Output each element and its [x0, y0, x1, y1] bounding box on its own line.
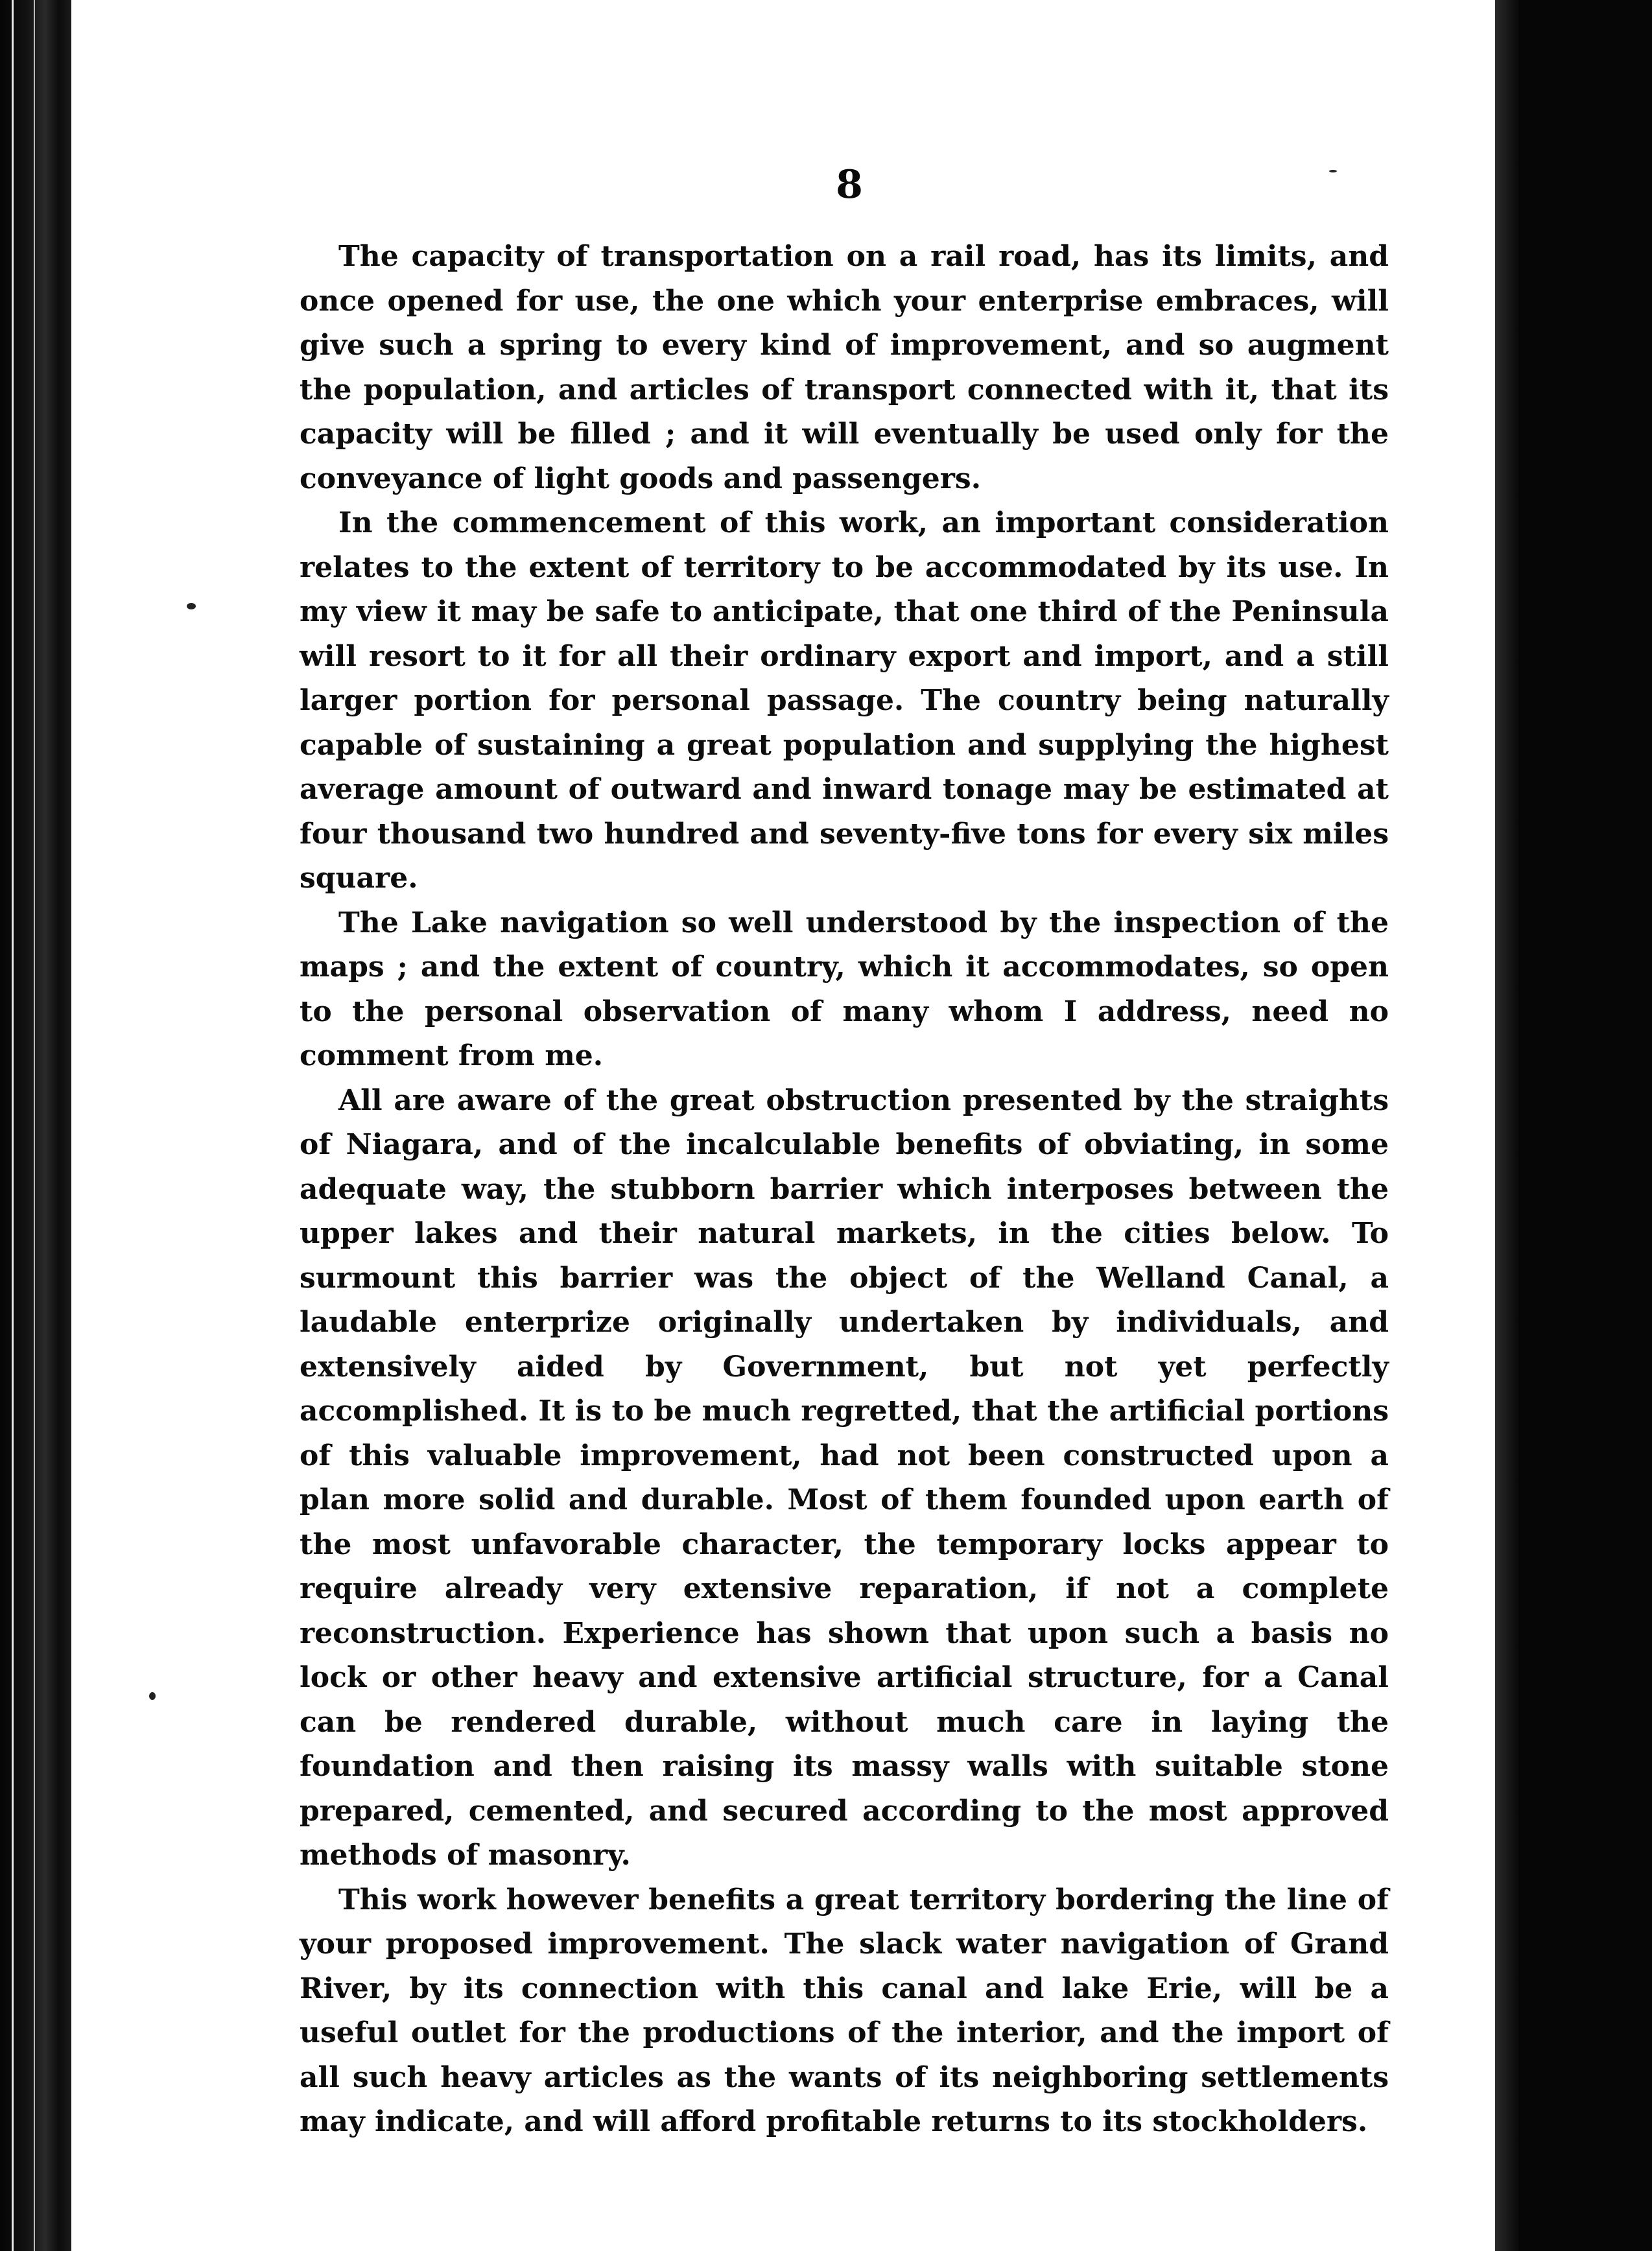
ink-speck [149, 1692, 156, 1700]
paragraph: The capacity of transportation on a rail road, has its limits, and once opened for use, the one which your enterprise embraces, will give such a spring to every kind of improvement, and so augment the population, and articles of transport connected with it, that its capacity will be filled ; and it will eventually be used only for the conveyance of light goods and passengers. [300, 240, 1389, 495]
body-text [300, 235, 1389, 2145]
ink-speck [187, 603, 196, 609]
page-number: 8 [836, 162, 863, 207]
paragraph: The Lake navigation so well understood by the inspection of the maps ; and the extent of country, which it accommodates, so open to the personal observation of many whom I address, need no comment from me. [300, 906, 1389, 1072]
binding-stripe [12, 0, 14, 2251]
page-edge-shadow [1495, 0, 1518, 2251]
ink-speck [1329, 170, 1337, 172]
left-binding-edge [0, 0, 71, 2251]
paragraph: All are aware of the great obstruction presented by the straights of Niagara, and of the incalculable benefits of obviating, in some adequate way, the stubborn barrier which interposes between the upper lakes and their natural markets, in the cities below. To surmount this barrier was the object of the Welland Canal, a laudable enterprize originally undertaken by individuals, and extensively aided by Government, but not yet perfectly accomplished. It is to be much regretted, that the artificial portions of this valuable improvement, had not been constructed upon a plan more solid and durable. Most of them founded upon earth of the most unfavorable character, the temporary locks appear to require already very extensive reparation, if not a complete reconstruction. Experience has shown that upon such a basis no lock or other heavy and extensive artificial structure, for a Canal can be rendered durable, without much care in laying the foundation and then raising its massy walls with suitable stone prepared, cemented, and secured according to the most approved methods of masonry. [300, 1083, 1389, 1872]
paragraph: This work however benefits a great territory bordering the line of your proposed improvement. The slack water navigation of Grand River, by its connection with this canal and lake Erie, will be a useful outlet for the productions of the interior, and the import of all such heavy articles as the wants of its neighboring settlements may indicate, and will afford profitable returns to its stockholders. [300, 1883, 1389, 2138]
binding-stripe [34, 0, 35, 2251]
right-page-edge [1495, 0, 1652, 2251]
paragraph: In the commencement of this work, an important consideration relates to the extent of territory to be accommodated by its use. In my view it may be safe to anticipate, that one third of the Peninsula will resort to it for all their ordinary export and import, and a still larger portion for personal passage. The country being naturally capable of sustaining a great population and supplying the highest average amount of outward and inward tonage may be estimated at four thousand two hundred and seventy-five tons for every six miles square. [300, 506, 1389, 895]
